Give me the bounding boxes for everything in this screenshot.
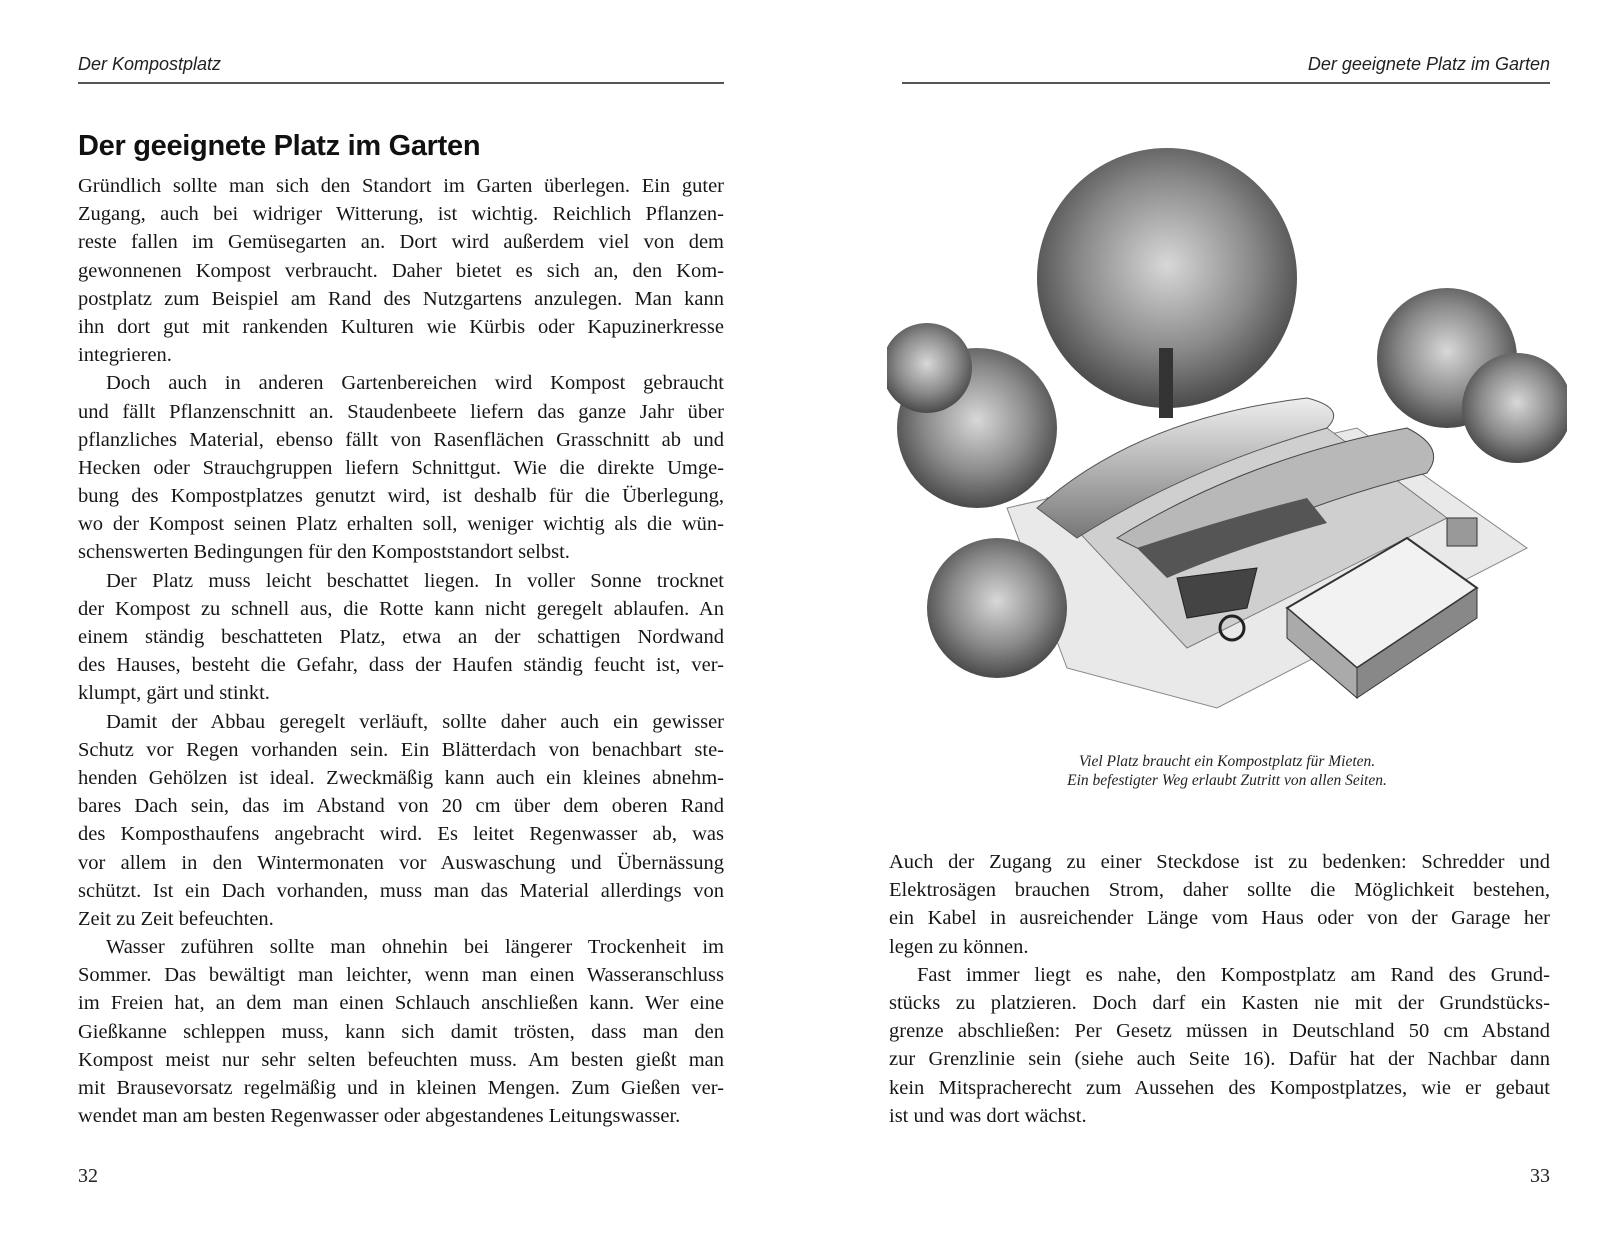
- text-line: legen zu können.: [889, 935, 1029, 958]
- section-heading: Der geeignete Platz im Garten: [78, 130, 481, 162]
- text-line: bung des Kompostplatzes genutzt wird, ist deshalb für die Überlegung,: [78, 485, 724, 508]
- text-line: Schutz vor Regen vorhanden sein. Ein Blätterdach von benachbart ste-: [78, 738, 724, 761]
- text-line: Fast immer liegt es nahe, den Kompostplatz am Rand des Grund-: [917, 963, 1550, 986]
- page-number-left: 32: [78, 1165, 98, 1187]
- header-rule-right: [902, 82, 1550, 84]
- running-head-left: Der Kompostplatz: [78, 54, 222, 74]
- caption-line: Viel Platz braucht ein Kompostplatz für Mieten.: [1078, 753, 1376, 770]
- text-line: stücks zu platzieren. Doch darf ein Kasten nie mit der Grundstücks-: [889, 991, 1550, 1014]
- text-line: reste fallen im Gemüsegarten an. Dort wird außerdem viel von dem: [78, 231, 724, 254]
- text-line: Damit der Abbau geregelt verläuft, sollte daher auch ein gewisser: [106, 710, 724, 733]
- text-line: postplatz zum Beispiel am Rand des Nutzgartens anzulegen. Man kann: [78, 287, 724, 310]
- text-line: pflanzliches Material, ebenso fällt von Rasenflächen Grasschnitt ab und: [78, 428, 724, 451]
- text-line: Hecken oder Strauchgruppen liefern Schnittgut. Wie die direkte Umge-: [78, 456, 724, 479]
- text-line: des Hauses, besteht die Gefahr, dass der Haufen ständig feucht ist, ver-: [78, 654, 724, 677]
- text-line: ist und was dort wächst.: [889, 1104, 1087, 1127]
- left-body-text: [78, 172, 724, 1130]
- text-line: Doch auch in anderen Gartenbereichen wird Kompost gebraucht: [106, 372, 724, 395]
- text-line: der Kompost zu schnell aus, die Rotte kann nicht geregelt ablaufen. An: [78, 597, 724, 620]
- text-line: Elektrosägen brauchen Strom, daher sollte die Möglichkeit bestehen,: [889, 879, 1550, 902]
- caption-line: Ein befestigter Weg erlaubt Zutritt von allen Seiten.: [1067, 772, 1387, 789]
- text-line: kein Mitspracherecht zum Aussehen des Kompostplatzes, wie er gebaut: [889, 1076, 1550, 1099]
- text-line: zur Grenzlinie sein (siehe auch Seite 16). Dafür hat der Nachbar dann: [889, 1048, 1550, 1071]
- text-line: Gründlich sollte man sich den Standort im Garten überlegen. Ein guter: [78, 175, 724, 197]
- text-line: bares Dach sein, das im Abstand von 20 cm über dem oberen Rand: [78, 795, 724, 818]
- text-line: grenze abschließen: Per Gesetz müssen in Deutschland 50 cm Abstand: [889, 1020, 1550, 1043]
- text-line: vor allem in den Wintermonaten vor Auswaschung und Übernässung: [78, 851, 724, 874]
- text-line: ein Kabel in ausreichender Länge vom Haus oder von der Garage her: [889, 907, 1550, 930]
- page-number-right: 33: [1530, 1165, 1550, 1187]
- text-line: Wasser zuführen sollte man ohnehin bei längerer Trockenheit im: [106, 936, 724, 959]
- header-rule-left: [78, 82, 724, 84]
- text-line: des Komposthaufens angebracht wird. Es leitet Regenwasser ab, was: [78, 823, 724, 846]
- text-line: im Freien hat, an dem man einen Schlauch anschließen kann. Wer eine: [78, 992, 724, 1015]
- text-line: klumpt, gärt und stinkt.: [78, 682, 270, 705]
- text-line: Auch der Zugang zu einer Steckdose ist zu bedenken: Schredder und: [889, 851, 1550, 873]
- text-line: Der Platz muss leicht beschattet liegen. In voller Sonne trocknet: [106, 569, 724, 592]
- figure-caption: [887, 752, 1567, 790]
- compost-garden-illustration: [887, 128, 1567, 728]
- text-line: henden Gehölzen ist ideal. Zweckmäßig kann auch ein kleines abnehm-: [78, 766, 724, 789]
- text-line: schenswerten Bedingungen für den Kompoststandort selbst.: [78, 541, 570, 564]
- text-line: Zugang, auch bei widriger Witterung, ist wichtig. Reichlich Pflanzen-: [78, 203, 724, 226]
- text-line: und fällt Pflanzenschnitt an. Staudenbeete liefern das ganze Jahr über: [78, 400, 724, 423]
- text-line: gewonnenen Kompost verbraucht. Daher bietet es sich an, den Kom-: [78, 259, 724, 282]
- text-line: wendet man am besten Regenwasser oder abgestandenes Leitungswasser.: [78, 1105, 681, 1128]
- text-line: Gießkanne schleppen muss, kann sich damit trösten, dass man den: [78, 1020, 724, 1043]
- text-line: Zeit zu Zeit befeuchten.: [78, 907, 274, 930]
- text-line: mit Brausevorsatz regelmäßig und in kleinen Mengen. Zum Gießen ver-: [78, 1077, 724, 1099]
- text-line: wo der Kompost seinen Platz erhalten soll, weniger wichtig als die wün-: [78, 513, 724, 536]
- text-line: schützt. Ist ein Dach vorhanden, muss man das Material allerdings von: [78, 879, 724, 902]
- running-head-right: Der geeignete Platz im Garten: [1307, 54, 1550, 74]
- text-line: integrieren.: [78, 344, 172, 367]
- text-line: einem ständig beschatteten Platz, etwa an der schattigen Nordwand: [78, 626, 724, 648]
- text-line: ihn dort gut mit rankenden Kulturen wie Kürbis oder Kapuzinerkresse: [78, 315, 724, 338]
- right-body-text: [889, 848, 1550, 1130]
- text-line: Sommer. Das bewältigt man leichter, wenn man einen Wasseranschluss: [78, 964, 724, 987]
- text-line: Kompost meist nur sehr selten befeuchten muss. Am besten gießt man: [78, 1048, 724, 1071]
